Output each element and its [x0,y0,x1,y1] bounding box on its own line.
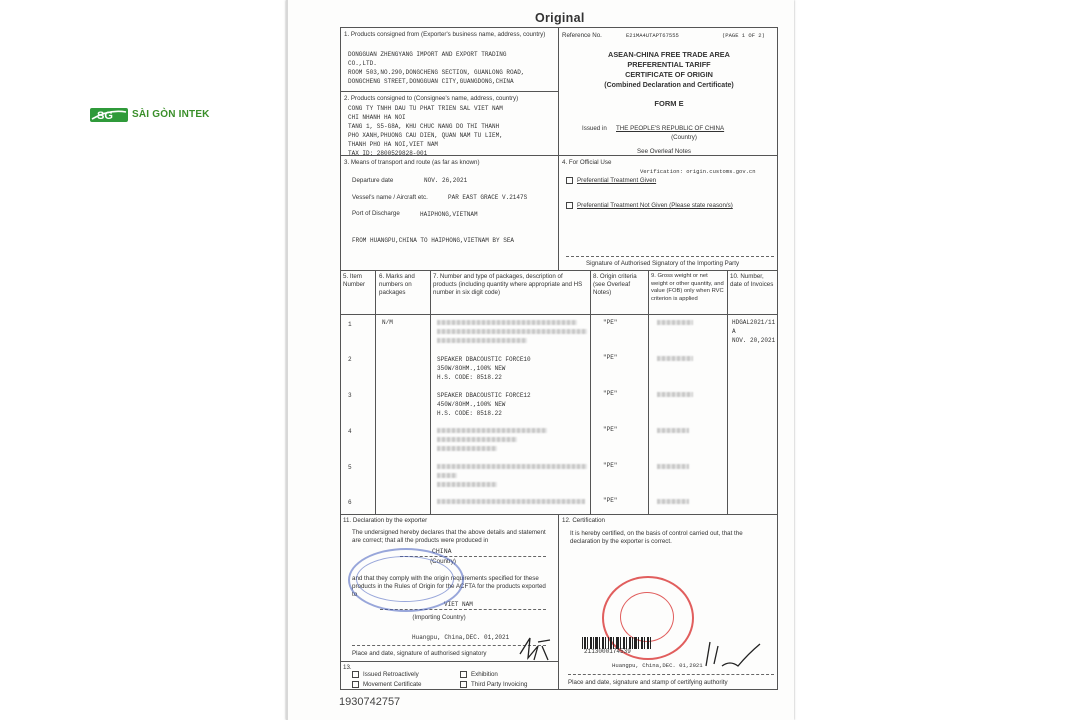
item-desc-2-line-2: 350W/8OHM.,100% NEW [437,365,506,372]
movement-certificate-option[interactable] [352,681,421,689]
pref-not-given-text: Preferential Treatment Not Given (Please state reason/s) [577,202,733,210]
svg-text:SG: SG [97,110,113,122]
vessel-label: Vessel's name / Aircraft etc. [352,194,428,201]
consignee-line-6: TAX ID: 2800529828-001 [348,150,428,155]
route-text: FROM HUANGPU,CHINA TO HAIPHONG,VIETNAM BY SEA [352,237,515,244]
departure-label: Departure date [352,177,394,184]
exporter-line-1: DONGGUAN ZHENGYANG IMPORT AND EXPORT TRADING [348,51,507,58]
port-value: HAIPHONG,VIETNAM [420,211,478,218]
item-desc-3-line-1: SPEAKER DBACOUSTIC FORCE12 [437,392,531,399]
company-logo [90,106,210,126]
movement-certificate-checkbox[interactable] [352,681,359,688]
invoice-line-2: A [732,328,736,335]
exhibition-checkbox[interactable] [460,671,467,678]
box11-label: 11. Declaration by the exporter [343,517,428,524]
invoice-line-1: HDGAL2021/11 [732,319,776,326]
title-line-1: ASEAN-CHINA FREE TRADE AREA [608,50,730,59]
header-weight: 9. Gross weight or net weight or other quantity, and value (FOB) only when RVC criterion is applied [651,273,724,302]
pref-not-given-checkbox[interactable] [566,202,573,209]
certifier-signature [700,636,770,672]
item-desc-2-line-3: H.S. CODE: 8518.22 [437,374,502,381]
exporter-place-date: Huangpu, China,DEC. 01,2021 [412,634,510,641]
item-origin-2: "PE" [603,354,618,361]
exhibition-text: Exhibition [471,671,498,679]
item-number-2: 2 [348,356,352,363]
box2-label: 2. Products consigned to (Consignee's name, address, country) [344,95,519,102]
consignee-line-3: TANG 1, S5-G8A, KHU CHUC NANG DO THI THANH [348,123,500,130]
item-desc-2-line-1: SPEAKER DBACOUSTIC FORCE10 [437,356,531,363]
header-item-number: 5. Item Number [343,273,366,288]
consignee-line-5: THANH PHO HA NOI,VIET NAM [348,141,439,148]
consignee-line-2: CHI NHANH HA NOI [348,114,406,121]
vessel-value: PAR EAST GRACE V.2147S [448,194,528,201]
issued-retroactively-option[interactable] [352,671,419,679]
importing-country-value: VIET NAM [444,601,473,608]
item-desc-3-line-2: 450W/8OHM.,100% NEW [437,401,506,408]
invoice-line-3: NOV. 20,2021 [732,337,776,344]
certification-text: It is hereby certified, on the basis of control carried out, that the declaration by the exporter is correct. [570,530,743,545]
consignee-line-4: PHO XANH,PHUONG CAU DIEN, QUAN NAM TU LIEM, [348,132,503,139]
box4-label: 4. For Official Use [562,159,612,166]
pref-given-text: Preferential Treatment Given [577,177,657,185]
movement-certificate-text: Movement Certificate [363,681,422,689]
third-party-invoicing-option[interactable] [460,681,527,689]
port-label: Port of Discharge [352,210,400,217]
item-number-1: 1 [348,321,352,328]
certifier-signature-label: Place and date, signature and stamp of certifying authority [568,679,728,686]
header-origin: 8. Origin criteria (see Overleaf Notes) [593,273,637,296]
exhibition-option[interactable] [460,671,498,679]
sg-logo-mark [90,106,128,124]
header-description: 7. Number and type of packages, description of products (including quantity where appropriate and HS number in six digit code) [433,273,583,296]
title-line-2: PREFERENTIAL TARIFF [627,60,711,69]
declaration-country-value: CHINA [432,548,452,555]
issued-retroactively-checkbox[interactable] [352,671,359,678]
box3-label: 3. Means of transport and route (as far as known) [344,159,480,166]
exporter-line-2: CO.,LTD. [348,60,377,67]
item-number-5: 5 [348,464,352,471]
item-origin-6: "PE" [603,497,618,504]
box13-label: 13. [343,664,352,671]
declaration-country-label: (Country) [430,558,456,565]
issued-value: THE PEOPLE'S REPUBLIC OF CHINA [616,125,725,132]
importing-country-label: (Importing Country) [412,614,466,621]
declaration-text-1: The undersigned hereby declares that the above details and statement are correct; that all the products were produced in [352,529,546,544]
consignee-line-1: CONG TY TNHH DAU TU PHAT TRIEN SAL VIET NAM [348,105,503,112]
logo-text: SÀI GÒN INTEK [132,109,210,120]
third-party-invoicing-checkbox[interactable] [460,681,467,688]
issued-retroactively-text: Issued Retroactively [363,671,419,679]
departure-value: NOV. 26,2021 [424,177,468,184]
title-line-4: (Combined Declaration and Certificate) [604,82,734,89]
item-number-3: 3 [348,392,352,399]
exporter-signature [516,632,556,664]
third-party-invoicing-text: Third Party Invoicing [471,681,528,689]
header-marks: 6. Marks and numbers on packages [379,273,415,296]
overleaf-notes: See Overleaf Notes [637,148,691,155]
exporter-line-3: ROOM 503,NO.290,DONGCHENG SECTION, GUANLONG ROAD, [348,69,525,76]
exporter-line-4: DONGCHENG STREET,DONGGUAN CITY,GUANGDONG,CHINA [348,78,514,85]
importing-signatory-label: Signature of Authorised Signatory of the Importing Party [586,260,740,267]
form-e-title: FORM E [654,99,684,108]
pref-not-given-option[interactable] [566,202,733,210]
header-invoices: 10. Number, date of Invoices [730,273,774,288]
reference-label: Reference No. [562,32,602,39]
page-indicator: (PAGE 1 OF 2) [722,32,765,39]
title-line-3: CERTIFICATE OF ORIGIN [625,70,713,79]
item-number-4: 4 [348,428,352,435]
reference-value: E21MA4UTAPT67555 [626,32,679,39]
item-origin-5: "PE" [603,462,618,469]
pref-given-checkbox[interactable] [566,177,573,184]
item-number-6: 6 [348,499,352,506]
serial-number: 1930742757 [339,696,401,708]
item-origin-3: "PE" [603,390,618,397]
declaration-text-2: and that they comply with the origin requirements specified for these products in the Rules of Origin for the ACFTA for the products exported to [352,575,546,598]
issued-country-label: (Country) [671,134,697,141]
certifier-place-date: Huangpu, China,DEC. 01,2021 [612,662,703,669]
issued-label: Issued in [582,125,607,132]
box12-label: 12. Certification [562,517,605,524]
verification-text: Verification: origin.customs.gov.cn [640,168,756,175]
item-origin-4: "PE" [603,426,618,433]
barcode-number: 2113000174539 [584,648,631,655]
item-desc-3-line-3: H.S. CODE: 8518.22 [437,410,502,417]
box1-label: 1. Products consigned from (Exporter's business name, address, country) [344,31,546,38]
pref-given-option[interactable] [566,177,656,185]
item-origin-1: "PE" [603,319,618,326]
item-marks-1: N/M [382,319,393,326]
exporter-signature-label: Place and date, signature of authorised signatory [352,650,487,657]
original-title: Original [535,11,585,25]
